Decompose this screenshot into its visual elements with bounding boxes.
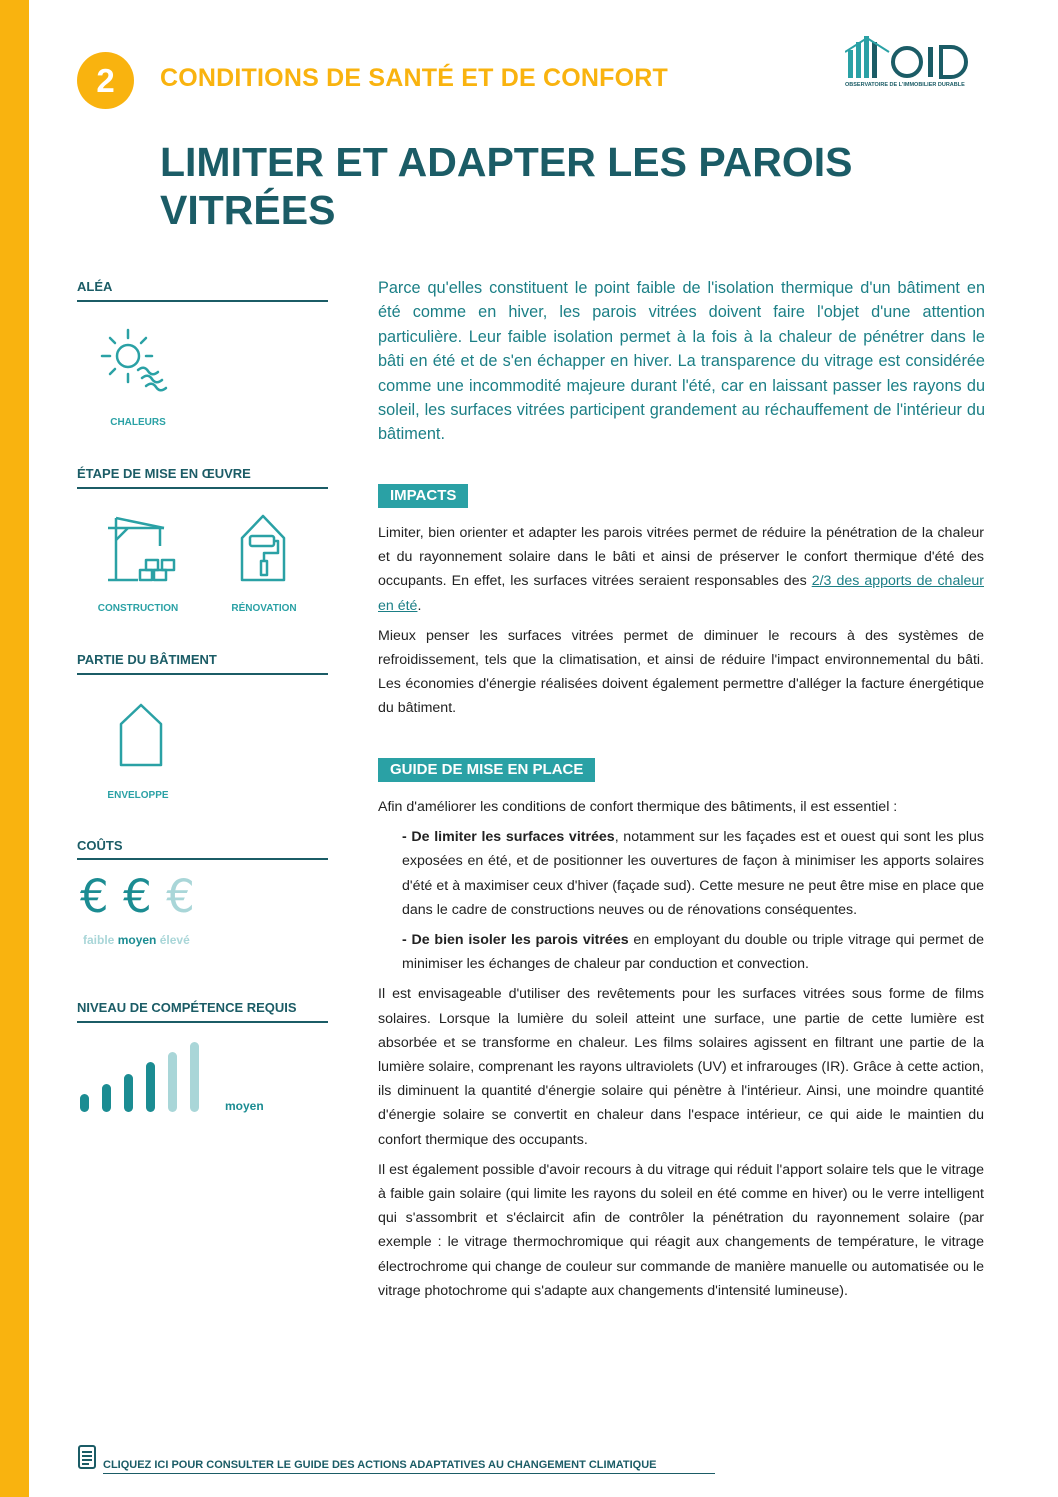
competence-bar xyxy=(124,1074,133,1112)
competence-bar xyxy=(102,1084,111,1112)
guide-body xyxy=(378,795,984,1309)
section-heading-alea: ALÉA xyxy=(77,279,113,294)
impacts-text-end: . xyxy=(417,597,422,614)
section-tag-impacts: IMPACTS xyxy=(378,484,468,508)
competence-bar xyxy=(190,1042,199,1112)
page-title xyxy=(160,138,960,234)
guide-link-underline xyxy=(103,1473,715,1474)
competence-label: moyen xyxy=(225,1099,264,1113)
guide-link[interactable]: CLIQUEZ ICI POUR CONSULTER LE GUIDE DES ACTIONS ADAPTATIVES AU CHANGEMENT CLIMATIQUE xyxy=(103,1459,657,1471)
cost-euro-scale xyxy=(80,870,195,923)
chapter-title: CONDITIONS DE SANTÉ ET DE CONFORT xyxy=(160,64,669,92)
euro-icon-3: € xyxy=(166,870,195,923)
euro-icon-2: € xyxy=(123,870,152,923)
construction-caption: CONSTRUCTION xyxy=(97,603,179,614)
document-icon[interactable] xyxy=(77,1444,97,1475)
competence-bar xyxy=(168,1052,177,1112)
divider xyxy=(77,300,328,302)
impacts-body xyxy=(378,521,984,727)
chapter-number-badge: 2 xyxy=(77,52,134,109)
renovation-caption: RÉNOVATION xyxy=(231,603,297,614)
bullet-2-bold: - De bien isoler les parois vitrées xyxy=(402,932,629,949)
divider xyxy=(77,1021,328,1023)
divider xyxy=(77,858,328,860)
page-title-line-2: VITRÉES xyxy=(160,187,336,233)
left-accent-bar xyxy=(0,0,29,1497)
logo-tagline: OBSERVATOIRE DE L'IMMOBILIER DURABLE xyxy=(845,82,965,88)
source-link[interactable]: 2/3 des apports de chaleur en été xyxy=(378,573,984,614)
divider xyxy=(77,673,328,675)
cost-labels xyxy=(83,933,190,947)
competence-bar xyxy=(80,1094,89,1112)
impacts-paragraph-1 xyxy=(378,521,984,618)
alea-caption: CHALEURS xyxy=(110,417,166,428)
cost-label-eleve: élevé xyxy=(159,933,190,947)
guide-bullet-1 xyxy=(402,825,984,922)
euro-icon-1: € xyxy=(80,870,109,923)
section-tag-guide: GUIDE DE MISE EN PLACE xyxy=(378,758,595,782)
competence-bar xyxy=(146,1062,155,1112)
cost-label-moyen: moyen xyxy=(117,933,157,947)
crane-icon xyxy=(104,514,184,589)
guide-bullet-2 xyxy=(402,928,984,976)
section-heading-etape: ÉTAPE DE MISE EN ŒUVRE xyxy=(77,466,251,481)
cost-label-faible: faible xyxy=(83,933,115,947)
intro-paragraph: Parce qu'elles constituent le point faible de l'isolation thermique d'un bâtiment en été comme en hiver, les parois vitrées doivent faire l'objet d'une attention particulière. Leur faible isolation permet à la fois à la chaleur de pénétrer dans le bâti en été et de s'en échapper en hiver. La transparence du vitrage est considérée comme une incommodité majeure durant l'été, car en laissant passer les rayons du soleil, les surfaces vitrées participent grandement au réchauffement de l'intérieur du bâtiment. xyxy=(378,279,985,444)
partie-caption: ENVELOPPE xyxy=(107,790,169,801)
divider xyxy=(77,487,328,489)
oid-logo[interactable] xyxy=(845,34,985,96)
page-title-line-1: LIMITER ET ADAPTER LES PAROIS xyxy=(160,139,853,185)
impacts-paragraph-2: Mieux penser les surfaces vitrées permet de diminuer le recours à des systèmes de refroidissement, tels que la climatisation, et ainsi de réduire l'impact environnemental du bâti. Les économies d'énergie réalisées doivent également permettre d'alléger la facture énergétique du bâtiment. xyxy=(378,627,984,717)
house-outline-icon xyxy=(118,702,164,773)
bullet-1-bold: - De limiter les surfaces vitrées xyxy=(402,829,615,846)
section-heading-competence: NIVEAU DE COMPÉTENCE REQUIS xyxy=(77,1000,297,1015)
competence-bars xyxy=(80,1040,210,1112)
impacts-text: Limiter, bien orienter et adapter les parois vitrées permet de réduire la pénétration de la chaleur et du rayonnement solaire dans le bâti et ainsi de préserver le confort thermique d'été des occupants. En effet, les surfaces vitrées seraient responsables des xyxy=(378,525,984,590)
bullet-1-text: , notamment sur les façades est et ouest qui sont les plus exposées en été, et de positionner les ouvertures de façon à minimiser les apports solaires d'été et à maximiser ceux d'hiver (façade sud). Cette mesure ne peut être mise en place que dans le cadre de constructions neuves ou de rénovations conséquentes. xyxy=(402,829,985,918)
bullet-2-text: en employant du double ou triple vitrage qui permet de minimiser les échanges de chaleur par conduction et convection. xyxy=(402,932,985,973)
guide-paragraph-2: Il est envisageable d'utiliser des revêtements pour les surfaces vitrées sous forme de films solaires. Lorsque la lumière du soleil atteint une surface, une partie de cette lumière est absorbée et se transforme en chaleur. Les films solaires agissent en filtrant une partie de la lumière solaire, comprenant les rayons ultraviolets (UV) et infrarouges (IR). Grâce à cette action, ils diminuent la quantité d'énergie solaire qui pénètre à l'intérieur. Ainsi, une moindre quantité d'énergie solaire se convertit en chaleur dans l'espace intérieur, ce qui aide le maintien du confort thermique des occupants. xyxy=(378,986,984,1148)
section-heading-partie: PARTIE DU BÂTIMENT xyxy=(77,652,217,667)
guide-paragraph-1: Afin d'améliorer les conditions de confort thermique des bâtiments, il est essentiel : xyxy=(378,799,898,815)
section-heading-couts: COÛTS xyxy=(77,838,123,853)
sun-heat-icon xyxy=(98,326,170,397)
guide-paragraph-3: Il est également possible d'avoir recours à du vitrage qui réduit l'apport solaire tels que le vitrage à faible gain solaire (qui limite les rayons du soleil en été comme en hiver) ou le verre intelligent qui s'assombrit et s'éclaircit afin de contrôler la pénétration du rayonnement solaire (par exemple : le vitrage thermochromique qui réagit aux changements de température, le vitrage électrochrome qui change de couleur sur commande de manière manuelle ou automatisée ou le vitrage photochrome qui s'adapte aux changements d'intensité lumineuse). xyxy=(378,1161,984,1299)
paint-roller-house-icon xyxy=(238,512,288,589)
